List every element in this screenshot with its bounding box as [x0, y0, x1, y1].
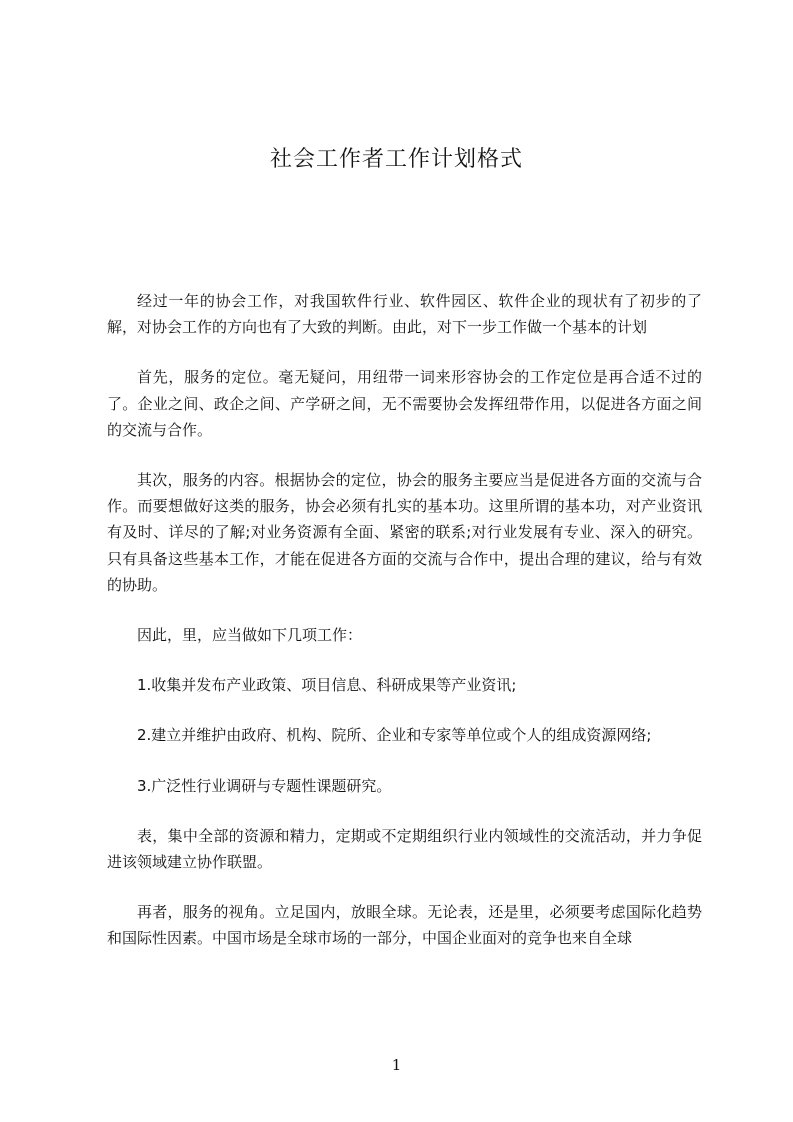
- document-body: [107, 288, 702, 976]
- paragraph-service-content: 其次，服务的内容。根据协会的定位，协会的服务主要应当是促进各方面的交流与合作。而要想做好这类的服务，协会必须有扎实的基本功。这里所谓的基本功，对产业资讯有及时、详尽的了解;对业务资源有全面、紧密的联系;对行业发展有专业、深入的研究。只有具备这些基本工作，才能在促进各方面的交流与合作中，提出合理的建议，给与有效的协助。: [107, 471, 702, 594]
- page-number: 1: [391, 1056, 402, 1074]
- paragraph-service-positioning: 首先，服务的定位。毫无疑问，用纽带一词来形容协会的工作定位是再合适不过的了。企业之间、政企之间、产学研之间，无不需要协会发挥纽带作用，以促进各方面之间的交流与合作。: [107, 368, 702, 439]
- paragraph-intro: 经过一年的协会工作，对我国软件行业、软件园区、软件企业的现状有了初步的了解，对协会工作的方向也有了大致的判断。由此，对下一步工作做一个基本的计划: [107, 292, 702, 337]
- list-item-1: 1.收集并发布产业政策、项目信息、科研成果等产业资讯;: [137, 676, 517, 695]
- paragraph-surface: 表，集中全部的资源和精力，定期或不定期组织行业内领域性的交流活动，并力争促进该领域建立协作联盟。: [107, 826, 702, 872]
- document-title: 社会工作者工作计划格式: [269, 147, 523, 172]
- paragraph-service-perspective: 再者，服务的视角。立足国内，放眼全球。无论表，还是里，必须要考虑国际化趋势和国际性因素。中国市场是全球市场的一部分，中国企业面对的竞争也来自全球: [107, 903, 702, 948]
- list-item-3: 3.广泛性行业调研与专题性课题研究。: [137, 776, 392, 795]
- paragraph-therefore: 因此，里，应当做如下几项工作：: [137, 626, 363, 645]
- list-item-2: 2.建立并维护由政府、机构、院所、企业和专家等单位或个人的组成资源网络;: [137, 726, 652, 745]
